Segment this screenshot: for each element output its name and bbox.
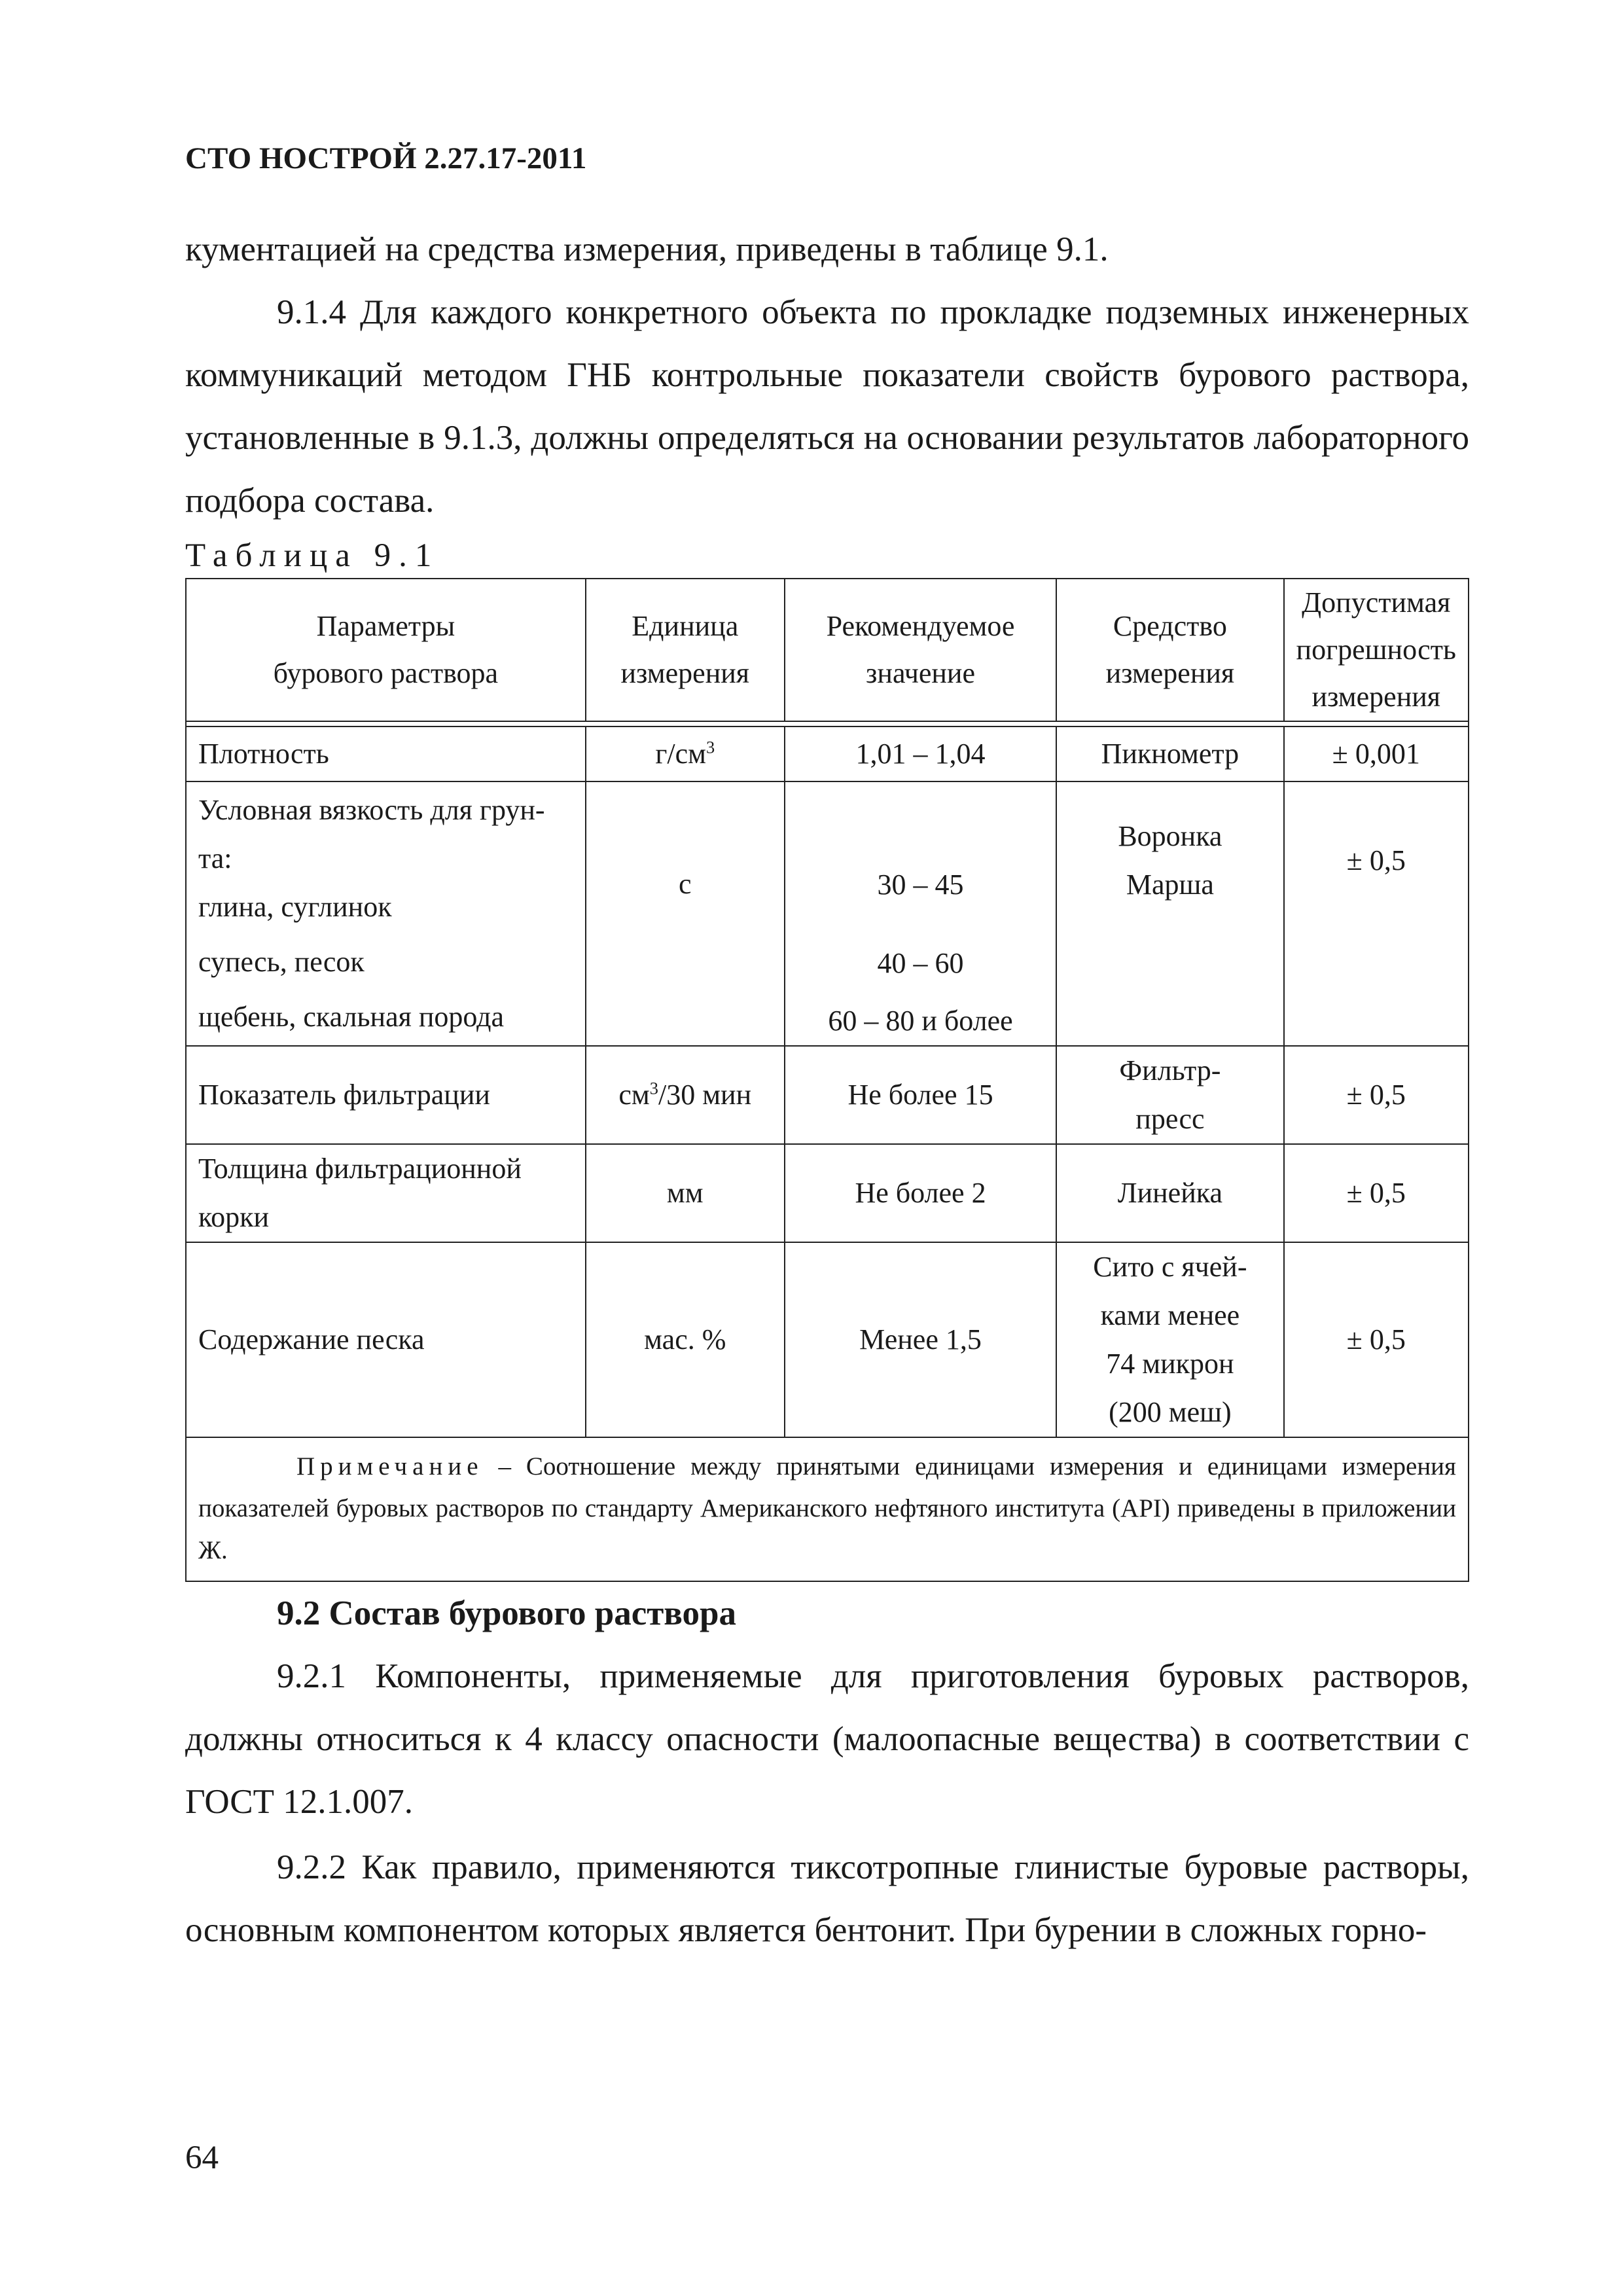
page-number: 64 xyxy=(185,2140,219,2176)
note-label: Примечание xyxy=(296,1452,484,1480)
paragraph-9-1-4: 9.1.4 Для каждого конкретного объекта по прокладке подземных инженерных коммуникаций методом ГНБ контрольные показатели свойств бурового раствора, установленные в 9.1.3, должны определяться на основании результатов лабораторного подбора состава. xyxy=(185,293,1469,520)
table-row xyxy=(186,781,1469,1046)
cell-error: ± 0,5 xyxy=(1284,781,1469,1046)
section-title: 9.2 Состав бурового раствора xyxy=(277,1594,737,1632)
cell-unit: $см^3/30$ мин xyxy=(586,1046,785,1144)
paragraph-9-2-2: 9.2.2 Как правило, применяются тиксотропные глинистые буровые растворы, основным компонентом которых является бентонит. При бурении в сложных горно- xyxy=(185,1848,1469,1949)
cell-error: ± 0,5 xyxy=(1284,1144,1469,1242)
table-row xyxy=(186,1046,1469,1144)
cell-unit: с xyxy=(586,781,785,1046)
cell-tool: Пикнометр xyxy=(1056,726,1283,781)
running-header: СТО НОСТРОЙ 2.27.17-2011 xyxy=(185,141,587,175)
paragraph-9-2-1: 9.2.1 Компоненты, применяемые для приготовления буровых растворов, должны относиться к 4 классу опасности (малоопасные вещества) в соответствии с ГОСТ 12.1.007. xyxy=(185,1657,1469,1821)
cell-value: 1,01 – 1,04 xyxy=(785,726,1056,781)
drilling-fluid-table xyxy=(185,578,1469,1582)
cell-error: ± 0,5 xyxy=(1284,1242,1469,1437)
header-allowed-error: Допустимая погрешность измерения xyxy=(1284,579,1469,721)
cell-tool: Сито с ячей- ками менее 74 микрон (200 меш) xyxy=(1056,1242,1283,1437)
cell-param: Плотность xyxy=(186,726,586,781)
cell-value: 30 – 45 40 – 60 60 – 80 и более xyxy=(785,781,1056,1046)
table-header-row xyxy=(186,579,1469,721)
cell-tool: Воронка Марша xyxy=(1056,781,1283,1046)
cell-value: Не более 15 xyxy=(785,1046,1056,1144)
cell-param: Условная вязкость для грун- та: глина, суглинок супесь, песок щебень, скальная порода xyxy=(186,781,586,1046)
header-measuring-tool: Средство измерения xyxy=(1056,579,1283,721)
table-caption: Таблица 9.1 xyxy=(185,537,440,574)
page-body xyxy=(185,218,1469,1962)
cell-unit: мм xyxy=(586,1144,785,1242)
cell-value: Не более 2 xyxy=(785,1144,1056,1242)
note-text: – Соотношение между принятыми единицами измерения и единицами измерения показателей буровых растворов по стандарту Американского нефтяного института (API) приведены в приложении Ж. xyxy=(198,1452,1456,1564)
cell-error: ± 0,5 xyxy=(1284,1046,1469,1144)
header-recommended-value: Рекомендуемое значение xyxy=(785,579,1056,721)
cell-tool: Линейка xyxy=(1056,1144,1283,1242)
cell-param: Содержание песка xyxy=(186,1242,586,1437)
cell-error: ± 0,001 xyxy=(1284,726,1469,781)
table-note-row xyxy=(186,1437,1469,1581)
cell-value: Менее 1,5 xyxy=(785,1242,1056,1437)
cell-unit: мас. % xyxy=(586,1242,785,1437)
paragraph-continuation: кументацией на средства измерения, приведены в таблице 9.1. xyxy=(185,230,1109,268)
cell-param: Показатель фильтрации xyxy=(186,1046,586,1144)
cell-unit: $г/см^3$ xyxy=(586,726,785,781)
cell-param: Толщина фильтрационной корки xyxy=(186,1144,586,1242)
cell-tool: Фильтр- пресс xyxy=(1056,1046,1283,1144)
table-note xyxy=(186,1437,1469,1581)
table-row xyxy=(186,726,1469,781)
header-unit: Единица измерения xyxy=(586,579,785,721)
table-row xyxy=(186,1242,1469,1437)
header-parameters: Параметры бурового раствора xyxy=(186,579,586,721)
table-row xyxy=(186,1144,1469,1242)
